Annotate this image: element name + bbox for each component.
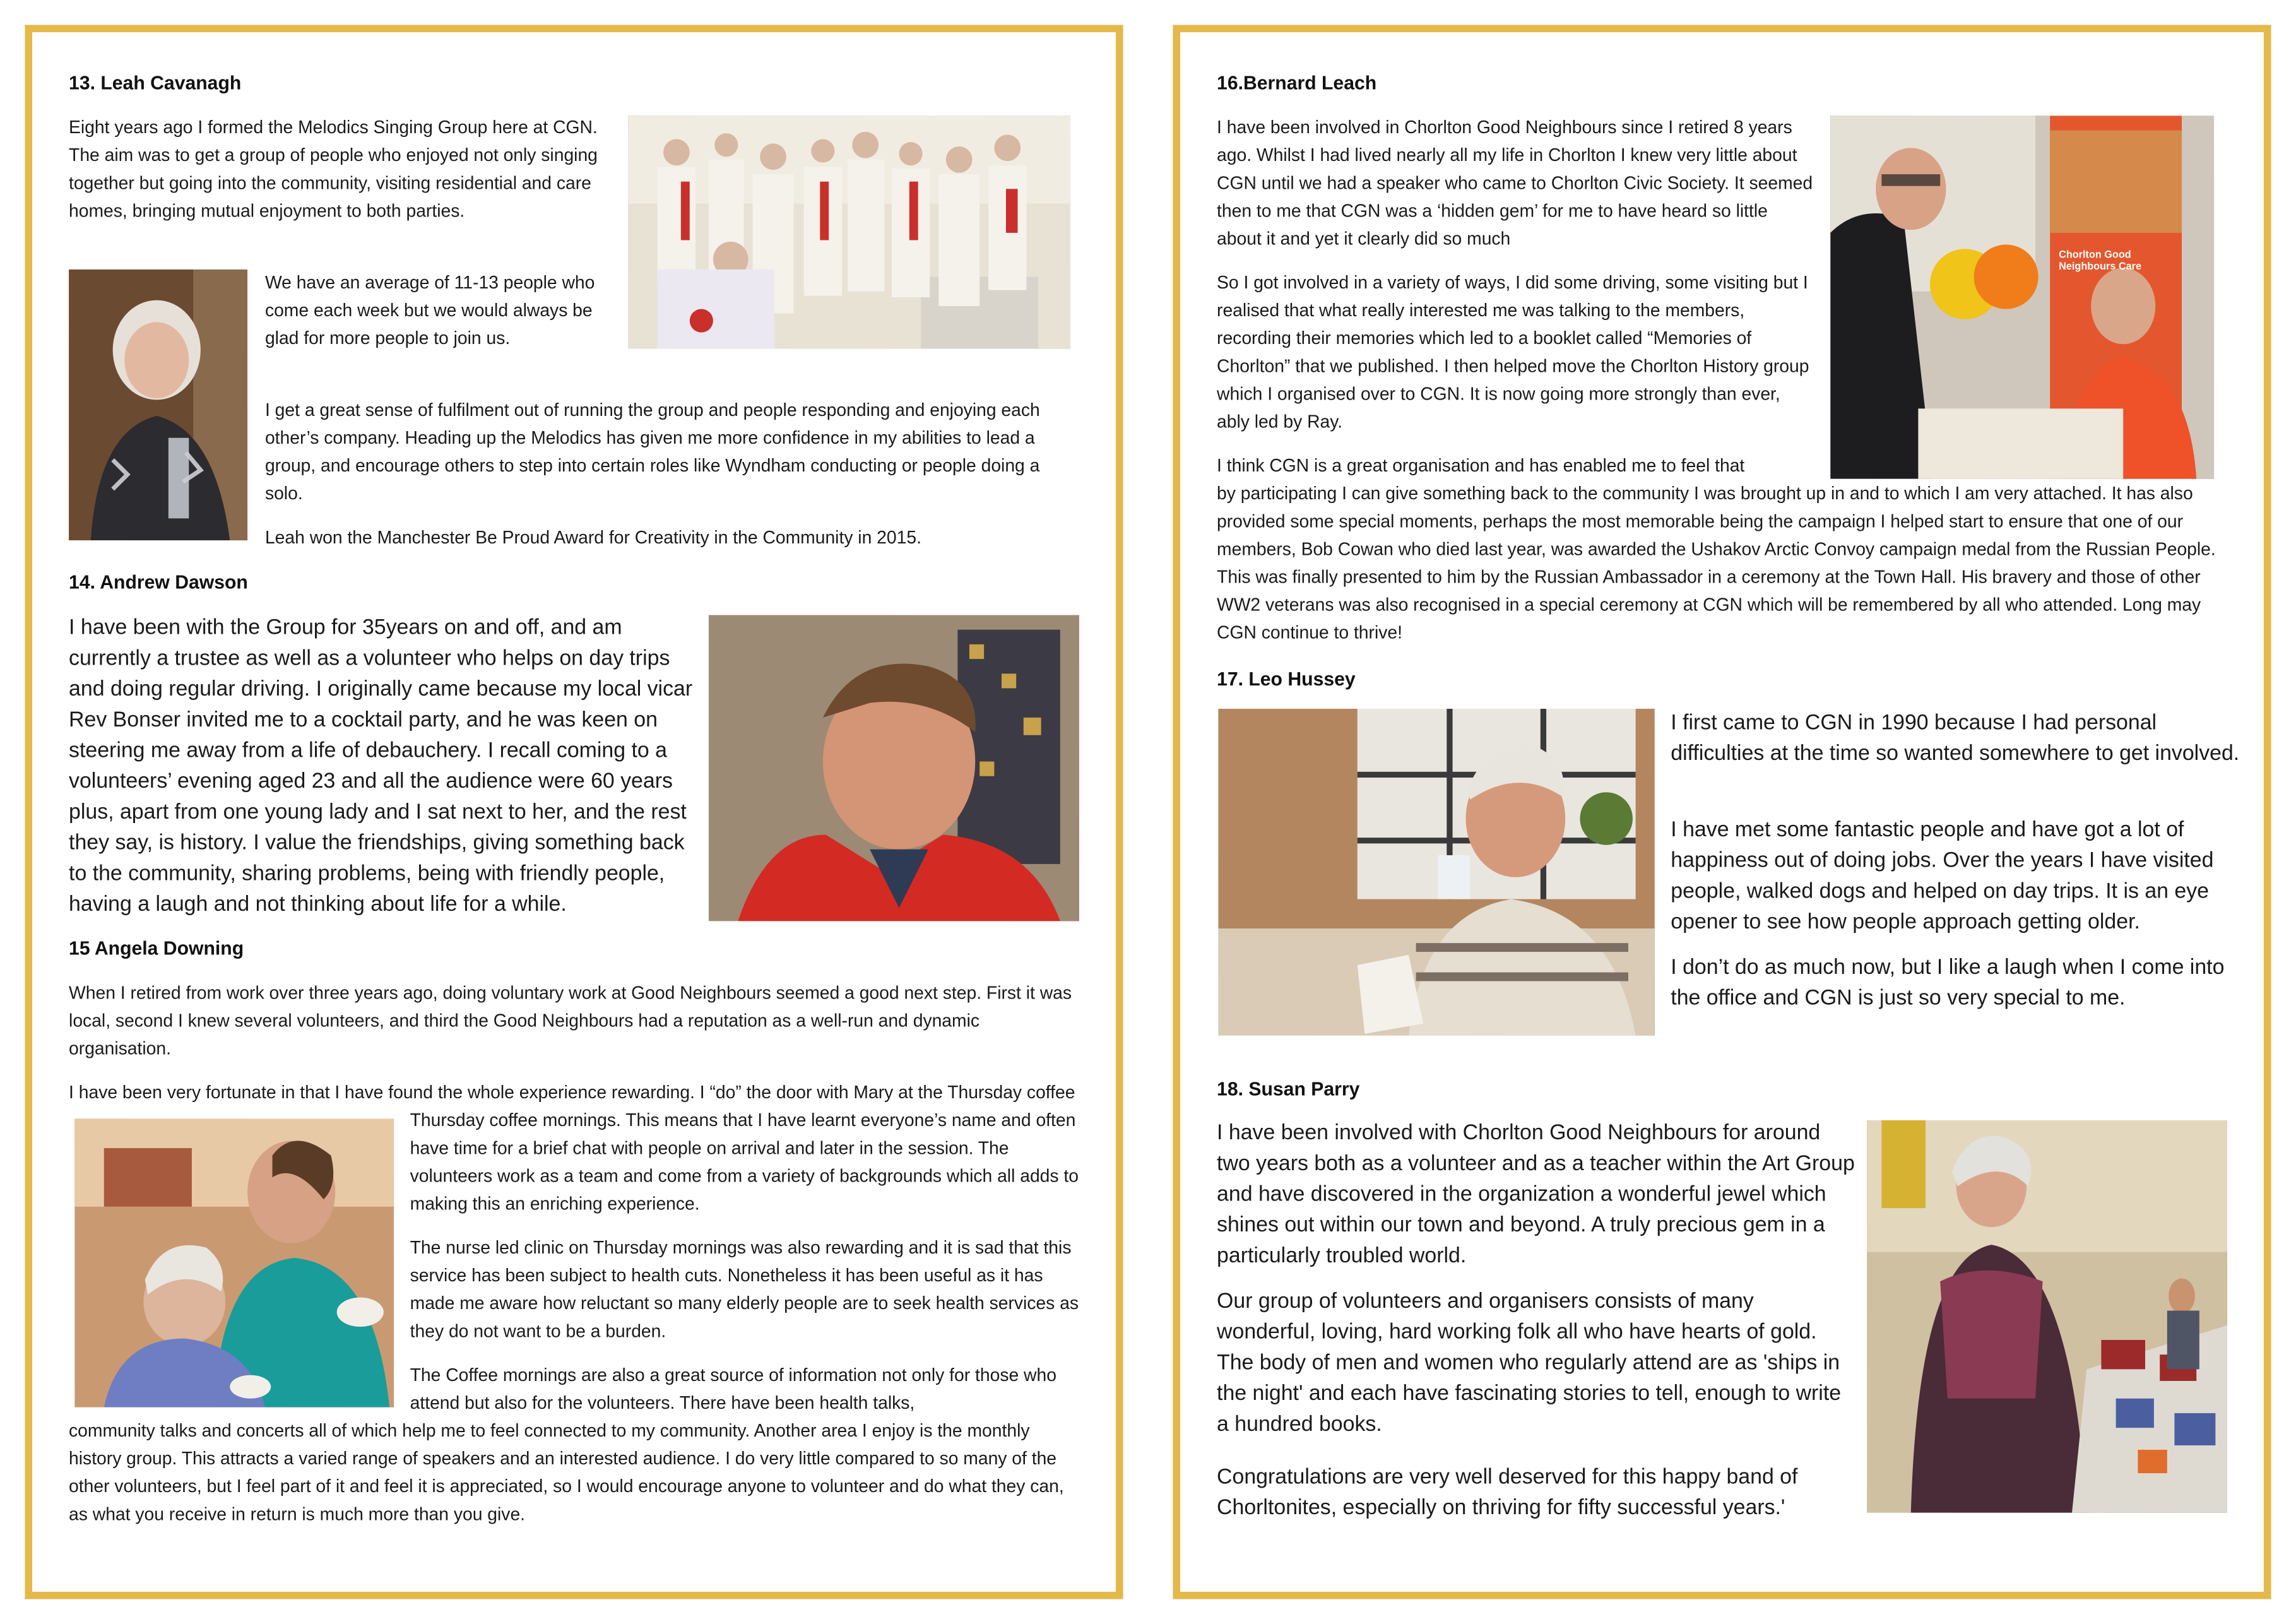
susan-paragraph-1: I have been involved with Chorlton Good Neighbours for around two years both as a volunteer and as a teacher within the Art Group and have discovered in the organization a wonderful jewel which shines out within our town and beyond. A truly precious gem in a particularly troubled world. — [1217, 1122, 1855, 1269]
bernard-paragraph-1: I have been involved in Chorlton Good Neighbours since I retired 8 years ago. Whilst I had lived nearly all my life in Chorlton I knew very little about CGN until we had a speaker who came to Chorlton Civic Society. It seemed then to me that CGN was a ‘hidden gem’ for me to have heard so little about it and yet it clearly did so much — [1217, 117, 1813, 249]
heading-angela-downing: 15 Angela Downing — [69, 937, 244, 959]
melodics-group-photo — [628, 116, 1070, 348]
bernard-paragraph-3-line-1: I think CGN is a great organisation and has enabled me to feel that — [1217, 455, 1745, 477]
susan-craft-fair-photo — [1867, 1120, 2227, 1513]
leah-paragraph-2: We have an average of 11-13 people who come each week but we would always be glad for more people to join us. — [264, 272, 595, 349]
angela-paragraph-2-continued: Thursday coffee mornings. This means that I have learnt everyone’s name and often have time for a brief chat with people on arrival and later in the session. The volunteers work as a team and come from a variety of backgrounds which all adds to making this an enriching experience. — [410, 1110, 1079, 1214]
angela-paragraph-3: The nurse led clinic on Thursday mornings was also rewarding and it is sad that this service has been subject to health cuts. Nonetheless it has been useful as it has made me aware how reluctant so many elderly people are to seek health services as they do not want to be a burden. — [410, 1237, 1079, 1342]
leo-paragraph-2: I have met some fantastic people and have got a lot of happiness out of doing jobs. Over the years I have visited people, walked dogs and helped on day trips. It is an eye opener to see how people approach getting older. — [1671, 818, 2214, 935]
andrew-portrait-photo — [709, 615, 1079, 921]
leah-portrait-photo — [69, 270, 247, 540]
chorlton-banner-text: Chorlton Good Neighbours Care — [2059, 250, 2142, 273]
bernard-paragraph-2: So I got involved in a variety of ways, I did some driving, some visiting but I realised that what really interested me was talking to the members, recording their memories which led to a booklet called “Memories of Chorlton” that we published. I then helped move the Chorlton History group which I organised over to CGN. It is now going more strongly than ever, ably led by Ray. — [1217, 272, 1809, 432]
leo-paragraph-3: I don’t do as much now, but I like a laugh when I come into the office and CGN is just so very special to me. — [1671, 956, 2225, 1011]
angela-paragraph-4-start: The Coffee mornings are also a great source of information not only for those who attend but also for the volunteers. There have been health talks, — [410, 1365, 1056, 1413]
leah-paragraph-3: I get a great sense of fulfilment out of running the group and people responding and enjoying each other’s company. Heading up the Melodics has given me more confidence in my abilities to lead a group, and encourage others to step into certain roles like Wyndham conducting or people doing a solo. — [264, 400, 1040, 504]
andrew-paragraph-1: I have been with the Group for 35years on and off, and am currently a trustee as well as a volunteer who helps on day trips and doing regular driving. I originally came because my local vicar Rev Bonser invited me to a cocktail party, and he was keen on steering me away from a life of debauchery. I recall coming to a volunteers’ evening aged 23 and all the audience were 60 years plus, apart from one young lady and I sat next to her, and the rest they say, is history. I value the friendships, giving something back to the community, sharing problems, being with friendly people, having a laugh and not thinking about life for a while. — [69, 616, 693, 917]
heading-susan-parry: 18. Susan Parry — [1217, 1077, 1360, 1100]
susan-paragraph-2: Our group of volunteers and organisers consists of many wonderful, loving, hard working folk all who have hearts of gold. The body of men and women who regularly attend are as 'ships in the night' and each have fascinating stories to tell, enough to write a hundred books. — [1217, 1290, 1842, 1437]
heading-bernard-leach: 16.Bernard Leach — [1217, 71, 1377, 94]
leo-kitchen-photo — [1218, 709, 1654, 1035]
angela-paragraph-1: When I retired from work over three years ago, doing voluntary work at Good Neighbours seemed a good next step. First it was local, second I knew several volunteers, and third the Good Neighbours had a reputation as a well-run and dynamic organisation. — [69, 982, 1072, 1059]
heading-andrew-dawson: 14. Andrew Dawson — [69, 571, 248, 593]
leah-paragraph-1: Eight years ago I formed the Melodics Singing Group here at CGN. The aim was to get a group of people who enjoyed not only singing together but going into the community, visiting residential and care homes, bringing mutual enjoyment to both parties. — [69, 117, 598, 222]
heading-leo-hussey: 17. Leo Hussey — [1217, 667, 1356, 690]
bernard-paragraph-3-continued: by participating I can give something back to the community I was brought up in and to which I am very attached. It has also provided some special moments, perhaps the most memorable being the campaign I helped start to ensure that one of our members, Bob Cowan who died last year, was awarded the Ushakov Arctic Convoy campaign medal from the Russian People. This was finally presented to him by the Russian Ambassador in a ceremony at the Town Hall. His bravery and those of other WW2 veterans was also recognised in a special ceremony at CGN which will be remembered by all who attended. Long may CGN continue to thrive! — [1217, 483, 2216, 643]
angela-paragraph-2: I have been very fortunate in that I have found the whole experience rewarding. I “do” the door with Mary at the Thursday coffee — [69, 1082, 1075, 1103]
angela-paragraph-4-continued: community talks and concerts all of which help me to feel connected to my community. Another area I enjoy is the monthly history group. This attracts a varied range of speakers and an interested audience. I do very little compared to so many of the other volunteers, but I feel part of it and feel it is appreciated, so I would encourage anyone to volunteer and do what they can, as what you receive in return is much more than you give. — [69, 1420, 1064, 1525]
bernard-history-stall-photo — [1830, 116, 2214, 478]
angela-coffee-photo — [74, 1119, 394, 1408]
susan-paragraph-3: Congratulations are very well deserved for this happy band of Chorltonites, especially on thriving for fifty successful years.' — [1217, 1466, 1798, 1520]
leah-paragraph-4: Leah won the Manchester Be Proud Award for Creativity in the Community in 2015. — [264, 527, 921, 548]
leo-paragraph-1: I first came to CGN in 1990 because I had personal difficulties at the time so wanted somewhere to get involved. — [1671, 711, 2240, 766]
heading-leah-cavanagh: 13. Leah Cavanagh — [69, 71, 242, 94]
